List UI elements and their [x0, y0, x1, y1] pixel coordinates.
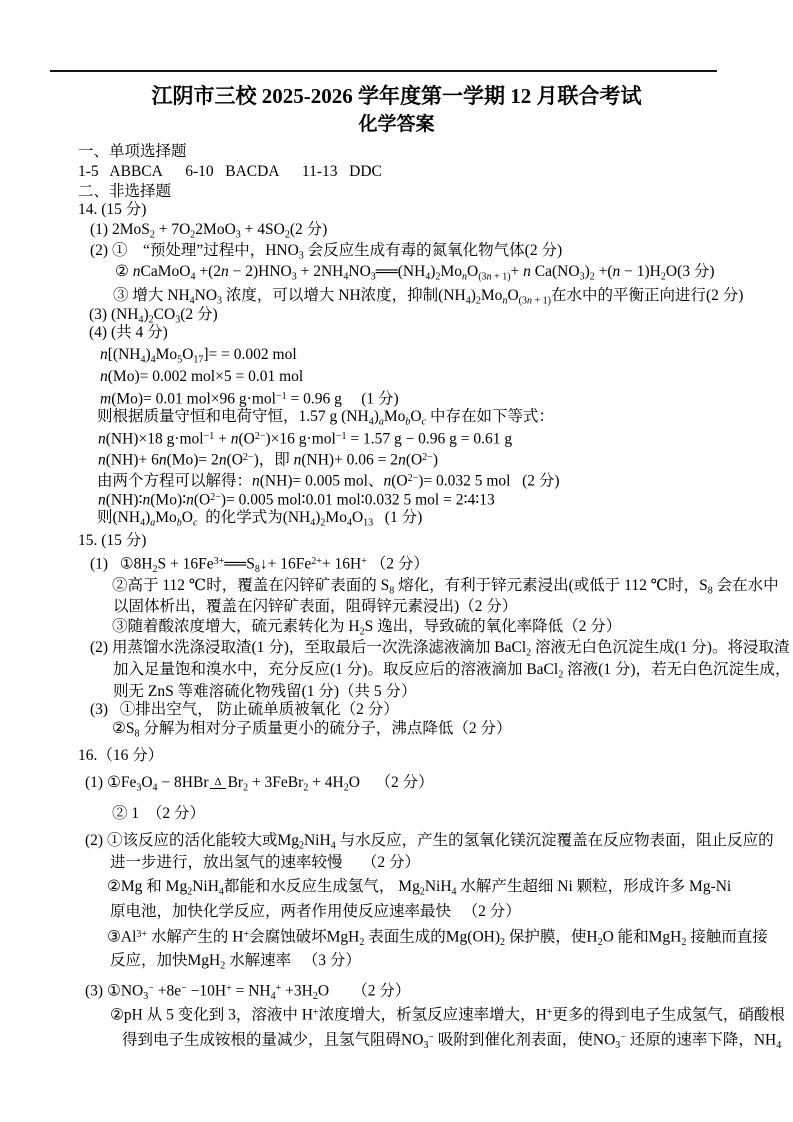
q14-calc-3: m(Mo)= 0.01 mol×96 g·mol$^{-1}$ = 0.96 g (1 分) [100, 390, 399, 408]
q14-calc-5: n(NH)×18 $g\cdot mol^{-1} + n(O^{2-})\times 16$ g·mol$^{-1}$ = 1.57 g − 0.96 g = 0.61 g [98, 430, 513, 448]
q14-calc-1: $n[(NH_4)_4Mo_5O_{17}]= = 0.002$ mol [100, 346, 297, 366]
q16-ans-2-6: 反应，加快MgH$_2$ 水解速率 （3 分） [110, 952, 361, 972]
q16-ans-3-3: 得到电子生成铵根的量减少，且氢气阻碍$NO_3^-$ 吸附到催化剂表面，使$NO_3^-$ 还原的速率下降，$NH_4$ [122, 1031, 782, 1051]
mcq-section-heading: 一、单项选择题 [78, 143, 187, 160]
mcq-answers: 1-5 ABBCA 6-10 BACDA 11-13 DDC [78, 163, 382, 180]
q14-calc-4: 则根据质量守恒和电荷守恒，1.57 g $(NH_4)_aMo_bO_c$ 中存在如下等式： [97, 408, 554, 428]
frq-section-heading: 二、非选择题 [78, 183, 172, 200]
q15-ans-2-2: 加入足量饱和溴水中，充分反应(1 分)。取反应后的溶液滴加 BaCl$_2$ 溶液(1 分)，若无白色沉淀生成， [113, 661, 791, 681]
q15-ans-1-4: ③随着酸浓度增大，硫元素转化为 $H_2S$ 逸出，导致硫的氧化率降低（2 分） [112, 618, 622, 638]
q15-ans-1-3: 以固体析出，覆盖在闪锌矿表面，阻碍锌元素浸出)（2 分） [113, 598, 518, 615]
q15-ans-2-1: (2) 用蒸馏水洗涤浸取渣(1 分)，至取最后一次洗涤滤液滴加 BaCl$_2$ 溶液无白色沉淀生成(1 分)。将浸取渣 [90, 639, 790, 659]
q15-ans-3-1: (3) ①排出空气， 防止硫单质被氧化（2 分） [90, 701, 399, 718]
q16-ans-3-2: ②pH 从 5 变化到 3，溶液中 H+浓度增大，析氢反应速率增大，H+更多的得到电子生成氢气，硝酸根 [110, 1006, 785, 1024]
q14-ans-3: (3) $(NH_4)_2CO_3(2$ 分) [89, 306, 218, 326]
q14-calc-7: 由两个方程可以解得：n(NH)= 0.005 mol、$n(O^{2-})= 0.032$ 5 mol (2 分) [97, 472, 560, 490]
page-title: 江阴市三校 2025-2026 学年度第一学期 12 月联合考试 [151, 84, 642, 108]
q14-ans-2-3: ③ 增大 $NH_4NO_3$ 浓度，可以增大 NH浓度，抑制$(NH_4)_2Mo_nO_{(3n}$ $_{+ 1)}$在水中的平衡正向进行(2 分) [113, 287, 744, 307]
q15-header: 15. (15 分) [78, 532, 147, 549]
q15-ans-1-1: (1) $①8H_2S$ + $16Fe^{3+}══S_8↓+ 16Fe^{2+}+ 16H^+$ （2 分） [90, 555, 429, 575]
page-subtitle: 化学答案 [358, 114, 435, 135]
q14-calc-9: 则$(NH_4)_aMo_bO_c$ 的化学式为$(NH_4)_2Mo_4O_{13}$ (1 分) [97, 509, 423, 529]
q16-ans-2-2: 进一步进行，放出氢气的速率较慢 （2 分） [110, 854, 421, 871]
q15-ans-1-2: ②高于 112 ℃时，覆盖在闪锌矿表面的 $S_8$ 熔化，有利于锌元素浸出(或低于 112 ℃时，$S_8$ 会在水中 [112, 577, 779, 597]
q14-ans-2-2: ② nCaMoO$_4$ $+(2n - 2)HNO_3$ + $2NH_4NO_3══(NH_4)_2Mo_nO_{(3n}$ $_{+ 1)}$+ n $Ca(NO_3)_2 +(n - 1)H_2O(3$ 分) [115, 263, 715, 283]
header-rule [50, 70, 717, 72]
q14-ans-2-1: (2) ① “预处理”过程中，$HNO_3$ 会反应生成有毒的氮氧化物气体(2 分) [90, 242, 563, 262]
q16-ans-2-4: 原电池，加快化学反应，两者作用使反应速率最快 （2 分） [110, 903, 521, 920]
q14-header: 14. (15 分) [78, 201, 147, 218]
q15-ans-3-2: $②S_8$ 分解为相对分子质量更小的硫分子，沸点降低（2 分） [112, 720, 512, 740]
q14-ans-4: (4) (共 4 分) [89, 324, 168, 341]
q16-ans-2-3: ②Mg 和 $Mg_2NiH_4$都能和水反应生成氢气， $Mg_2NiH_4$ 水解产生超细 Ni 颗粒，形成许多 Mg-Ni [107, 878, 732, 898]
q14-calc-8: $n(NH)∶n(Mo)∶n(O^{2-})= 0.005$ mol∶0.01 mol∶0.032 5 mol = 2∶4∶13 [98, 491, 495, 509]
q16-ans-2-5: $③Al^{3+}$ 水解产生的 H+会腐蚀破坏MgH$_2$ 表面生成的$Mg(OH)_2$ 保护膜，使$H_2O$ 能和MgH$_2$ 接触而直接 [107, 928, 768, 948]
q16-ans-3-1: (3) $①NO_3^- +8e^- -10H^+ = NH_4^+ +3H_2O$ （2 分） [85, 982, 411, 1002]
q16-ans-2-1: (2) ①该反应的活化能较大或$Mg_2NiH_4$ 与水反应，产生的氢氧化镁沉淀覆盖在反应物表面，阻止反应的 [85, 832, 774, 852]
q14-calc-6: $n(NH)+ 6n(Mo)= 2n(O^{2-})$，即 $n(NH)+ 0.06 = 2n(O^{2-})$ [98, 451, 438, 469]
q14-ans-1: (1) $2MoS_2 + 7O_22MoO_3 + 4SO_2(2$ 分) [90, 221, 328, 241]
q15-ans-2-3: 则无 ZnS 等难溶硫化物残留(1 分)（共 5 分） [113, 683, 417, 700]
q16-header: 16.（16 分） [78, 747, 164, 764]
q14-calc-2: n(Mo)= 0.002 mol×5 = 0.01 mol [100, 368, 304, 385]
q16-ans-1-2: ② 1 （2 分） [112, 805, 206, 822]
q16-ans-1-1: (1) $①Fe_3O_4 - 8HBr$ Δ $Br_2$ + 3FeBr$_2$ + $4H_2O$ （2 分） [85, 774, 434, 794]
